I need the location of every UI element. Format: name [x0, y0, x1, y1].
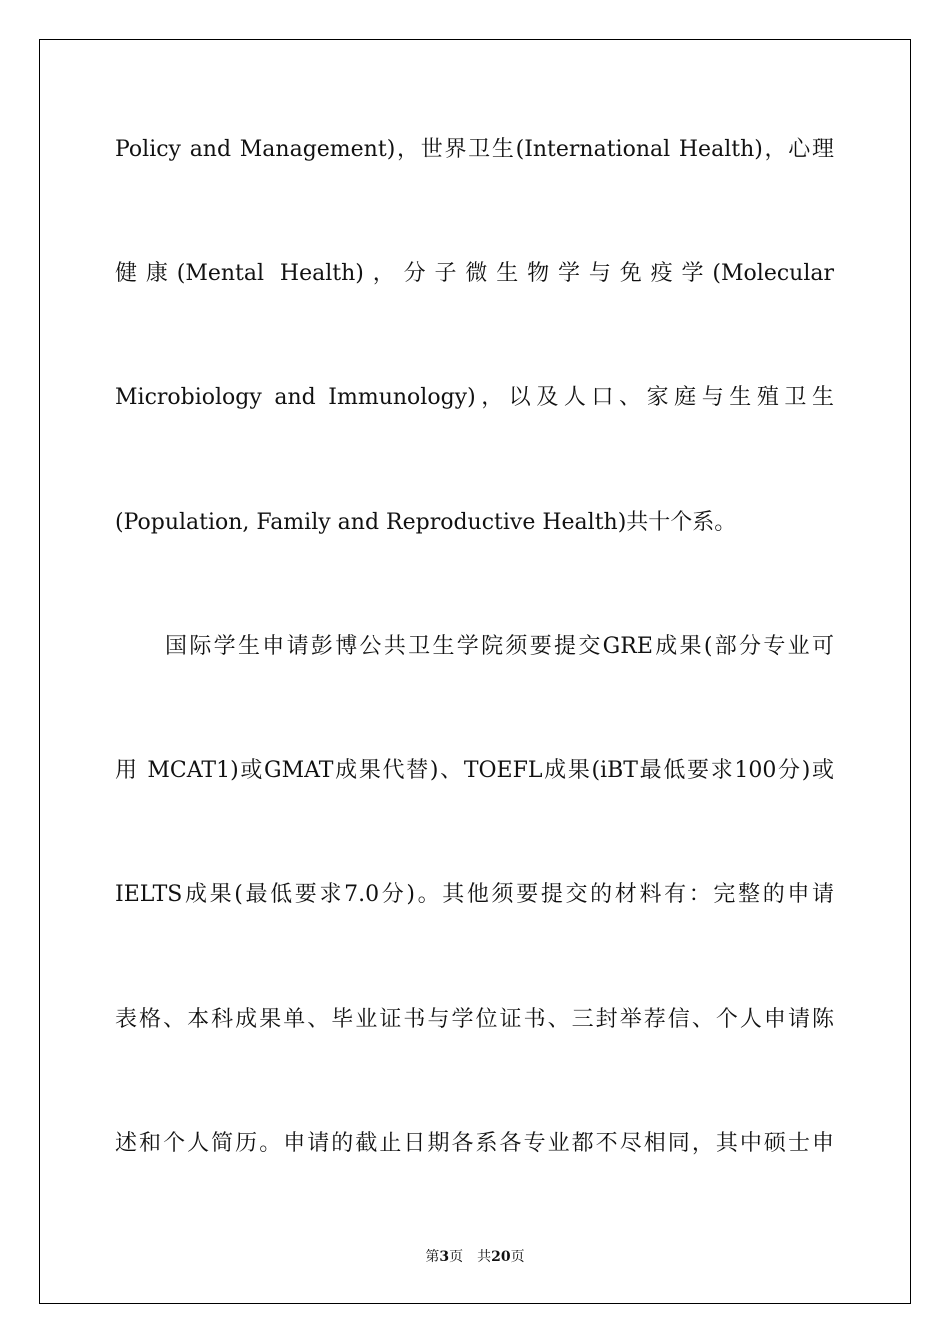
- body-line-7: IELTS成果(最低要求7.0分)。其他须要提交的材料有：完整的申请: [115, 882, 834, 907]
- body-line-1: Policy and Management)，世界卫生(International Health)，心理: [115, 137, 834, 162]
- total-suffix: 页: [510, 1249, 525, 1265]
- body-line-9: 述和个人简历。申请的截止日期各系各专业都不尽相同，其中硕士申: [115, 1131, 834, 1156]
- body-line-6: 用 MCAT1)或GMAT成果代替)、TOEFL成果(iBT最低要求100分)或: [115, 758, 834, 783]
- body-line-3: Microbiology and Immunology)，以及人口、家庭与生殖卫生: [115, 385, 834, 410]
- total-pages: 20: [491, 1249, 511, 1265]
- page-footer: [0, 1246, 950, 1266]
- body-line-4: (Population, Family and Reproductive Health)共十个系。: [115, 510, 737, 535]
- body-line-5: 国际学生申请彭博公共卫生学院须要提交GRE成果(部分专业可: [165, 634, 834, 659]
- page-prefix: 第: [425, 1249, 440, 1265]
- total-prefix: 共: [477, 1249, 492, 1265]
- page-number: 3: [439, 1249, 450, 1265]
- body-line-8: 表格、本科成果单、毕业证书与学位证书、三封举荐信、个人申请陈: [115, 1007, 834, 1032]
- body-line-2: 健康(Mental Health)，分子微生物学与免疫学(Molecular: [115, 261, 834, 286]
- page-border: [39, 39, 911, 1304]
- page-suffix: 页: [449, 1249, 464, 1265]
